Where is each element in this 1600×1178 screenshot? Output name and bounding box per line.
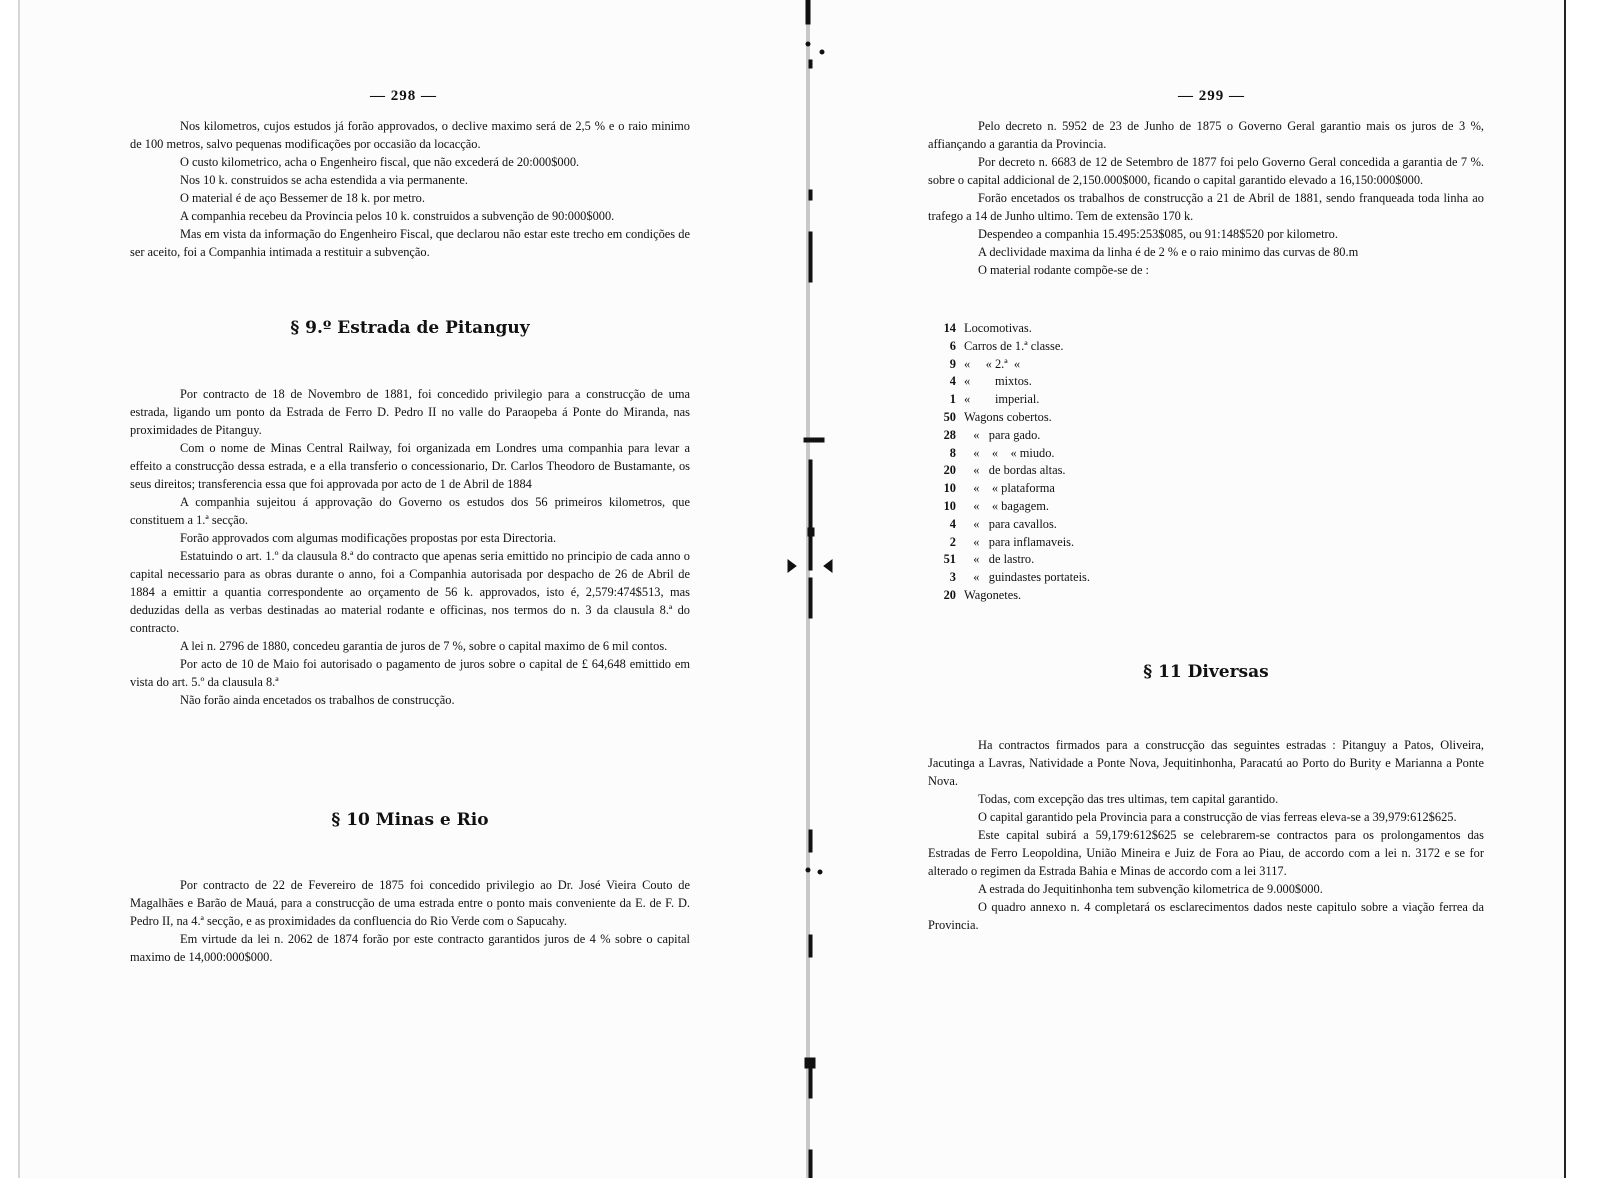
paragraph: Por decreto n. 6683 de 12 de Setembro de 1877 foi pelo Governo Geral concedida a garantia de 7 %. sobre o capital addicional de 2,150.000$000, ficando o capital garantido elevado a 16,150:000$000. <box>928 155 1484 187</box>
paragraph: Por acto de 10 de Maio foi autorisado o pagamento de juros sobre o capital de £ 64,648 emittido em vista do art. 5.º da clausula 8.ª <box>130 657 690 689</box>
page-number: — 299 — <box>1178 88 1245 104</box>
page-number: — 298 — <box>370 88 437 104</box>
intro-text <box>928 117 1484 279</box>
paragraph: Em virtude da lei n. 2062 de 1874 forão por este contracto garantidos juros de 4 % sobre o capital maximo de 14,000:000$000. <box>130 932 690 964</box>
paragraph: O custo kilometrico, acha o Engenheiro fiscal, que não excederá de 20:000$000. <box>180 155 580 169</box>
paragraph: A companhia sujeitou á approvação do Governo os estudos dos 56 primeiros kilometros, que constituem a 1.ª secção. <box>130 495 690 527</box>
paragraph: A companhia recebeu da Provincia pelos 10 k. construidos a subvenção de 90:000$000. <box>180 209 615 223</box>
paragraph: Forão encetados os trabalhos de construcção a 21 de Abril de 1881, sendo franqueada toda linha ao trafego a 14 de Junho ultimo. Tem de extensão 170 k. <box>928 191 1484 223</box>
list-item: 14 Locomotivas. <box>943 321 1032 335</box>
list-item: 28 « para gado. <box>943 427 1041 442</box>
list-item: 20 « de bordas altas. <box>943 463 1066 478</box>
left-page-edge <box>0 0 20 1178</box>
intro-text <box>130 117 690 261</box>
list-item: 3 « guindastes portateis. <box>949 570 1090 585</box>
section-11-text <box>928 736 1484 934</box>
binding-stitch-marks <box>772 0 852 1178</box>
list-item: 4 « mixtos. <box>949 374 1032 389</box>
paragraph: Nos 10 k. construidos se acha estendida a via permanente. <box>180 173 468 187</box>
paragraph: O material rodante compõe-se de : <box>978 263 1149 277</box>
paragraph: Despendeo a companhia 15.495:253$085, ou 91:148$520 por kilometro. <box>978 227 1338 241</box>
list-item: 9 « « 2.ª « <box>949 356 1021 371</box>
paragraph: Por contracto de 22 de Fevereiro de 1875 foi concedido privilegio ao Dr. José Vieira Couto de Magalhães e Barão de Mauá, para a construcção de uma estrada entre o ponto mais conveniente da E. de F. D. Pedro II, na 4.ª secção, e as proximidades da confluencia do Rio Verde com o Sapucahy. <box>130 878 690 928</box>
paragraph: Mas em vista da informação do Engenheiro Fiscal, que declarou não estar este trecho em condições de ser aceito, foi a Companhia intimada a restituir a subvenção. <box>130 227 690 259</box>
paragraph: Nos kilometros, cujos estudos já forão approvados, o declive maximo será de 2,5 % e o raio minimo de 100 metros, salvo pequenas modificações por occasião da locacção. <box>130 119 690 151</box>
paragraph: A declividade maxima da linha é de 2 % e o raio minimo das curvas de 80.m <box>978 245 1359 259</box>
paragraph: Estatuindo o art. 1.º da clausula 8.ª do contracto que apenas seria emittido no principio de cada anno o capital necessario para as obras durante o anno, foi a Companhia autorisada por despacho de 26 de Abril de 1884 a emittir a quantia correspondente ao orçamento de 56 k. approvados, isto é, 2,579:474$513, mas deduzidas della as verbas destinadas ao material rodante e officinas, nos termos do n. 3 da clausula 8.ª do contracto. <box>130 549 690 635</box>
paragraph: A lei n. 2796 de 1880, concedeu garantia de juros de 7 %, sobre o capital maximo de 6 mil contos. <box>180 639 668 653</box>
section-heading: § 10 Minas e Rio <box>331 810 489 830</box>
list-item: 8 « « « miudo. <box>949 445 1055 460</box>
rolling-stock-list <box>928 320 1188 605</box>
paragraph: Ha contractos firmados para a construcção das seguintes estradas : Pitanguy a Patos, Oliveira, Jacutinga a Lavras, Natividade a Ponte Nova, Jequitinhonha, Paracatú ao Porto do Burity e Marianna a Ponte Nova. <box>928 738 1484 788</box>
list-item: 50 Wagons cobertos. <box>943 409 1052 424</box>
list-item: 2 « para inflamaveis. <box>949 534 1075 549</box>
right-page-edge <box>1564 0 1600 1178</box>
list-item: 1 « imperial. <box>949 392 1040 407</box>
list-item: 20 Wagonetes. <box>943 587 1022 602</box>
section-heading: § 9.º Estrada de Pitanguy <box>290 318 530 338</box>
paragraph: O quadro annexo n. 4 completará os esclarecimentos dados neste capitulo sobre a viação ferrea da Provincia. <box>928 900 1484 932</box>
list-item: 10 « « bagagem. <box>943 498 1049 513</box>
list-item: 51 « de lastro. <box>943 552 1035 567</box>
list-item: 10 « « plataforma <box>943 481 1055 496</box>
paragraph: Não forão ainda encetados os trabalhos de construcção. <box>180 693 455 707</box>
list-item: 6 Carros de 1.ª classe. <box>949 338 1064 353</box>
section-10-text <box>130 876 690 966</box>
paragraph: O capital garantido pela Provincia para a construcção de vias ferreas eleva-se a 39,979:612$625. <box>978 810 1457 824</box>
paragraph: A estrada do Jequitinhonha tem subvenção kilometrica de 9.000$000. <box>978 882 1323 896</box>
paragraph: O material é de aço Bessemer de 18 k. por metro. <box>180 191 425 205</box>
paragraph: Por contracto de 18 de Novembro de 1881, foi concedido privilegio para a construcção de uma estrada, ligando um ponto da Estrada de Ferro D. Pedro II no valle do Paraopeba á Ponte do Miranda, nas proximidades de Pitanguy. <box>130 387 690 437</box>
section-9-text <box>130 385 690 709</box>
paragraph: Pelo decreto n. 5952 de 23 de Junho de 1875 o Governo Geral garantio mais os juros de 3 %, affiançando a garantia da Provincia. <box>928 119 1484 151</box>
paragraph: Todas, com excepção das tres ultimas, tem capital garantido. <box>978 792 1279 806</box>
list-item: 4 « para cavallos. <box>949 516 1057 531</box>
paragraph: Forão approvados com algumas modificações propostas por esta Directoria. <box>180 531 557 545</box>
paragraph: Este capital subirá a 59,179:612$625 se celebrarem-se contractos para os prolongamentos das Estradas de Ferro Leopoldina, União Mineira e Juiz de Fora ao Piau, de accordo com a lei n. 3172 e se for alterado o regimen da Estrada Bahia e Minas de accordo com a lei 3117. <box>928 828 1484 878</box>
section-heading: § 11 Diversas <box>1143 662 1269 682</box>
paragraph: Com o nome de Minas Central Railway, foi organizada em Londres uma companhia para levar a effeito a construcção dessa estrada, e a ella transferio o concessionario, Dr. Carlos Theodoro de Bustamante, os seus direitos; transferencia essa que foi approvada por acto de 1 de Abril de 1884 <box>130 441 690 491</box>
